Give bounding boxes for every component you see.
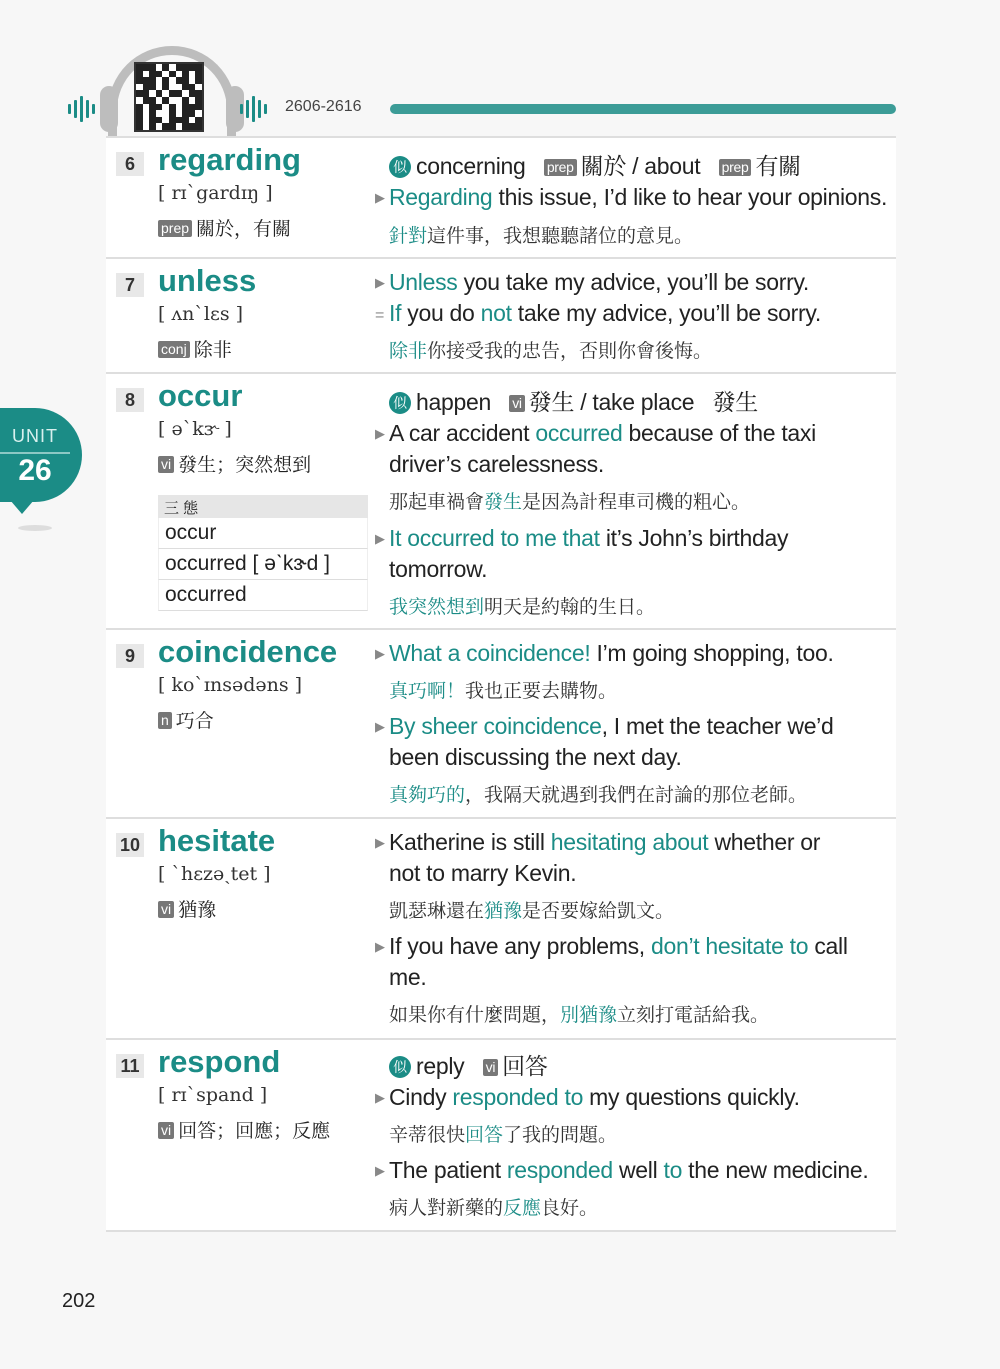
synonym-meaning: 發生 / take place (528, 389, 695, 415)
triangle-bullet-icon: ▶ (375, 835, 385, 850)
translation-text: 那起車禍會 (389, 492, 485, 513)
verb-form-present: occur (158, 518, 368, 549)
translation-text: 你接受我的忠告，否則你會後悔。 (427, 341, 713, 362)
triangle-bullet-icon: ▶ (375, 190, 385, 205)
headword: occur (158, 378, 243, 413)
translation-text: 了我的問題。 (503, 1125, 618, 1146)
audio-bars-left (68, 96, 95, 122)
example-text: If you have any problems, (389, 933, 651, 959)
vocab-entry-respond (106, 1038, 896, 1232)
example-text: take my advice, you’ll be sorry. (511, 300, 821, 326)
translation-highlight: 回答 (465, 1125, 504, 1146)
example-translation (389, 487, 750, 514)
example-highlight: responded (506, 1157, 613, 1183)
triangle-bullet-icon: ▶ (375, 1090, 385, 1105)
example-translation (389, 780, 807, 807)
entry-number: 8 (116, 388, 144, 412)
example-highlight: What a coincidence! (389, 640, 591, 666)
example-text: because of the taxi (622, 420, 816, 446)
example-sentence (375, 713, 834, 740)
example-text: you take my advice, you’ll be sorry. (457, 269, 810, 295)
translation-highlight: 除非 (389, 341, 428, 362)
synonym-line (389, 148, 801, 181)
example-sentence-cont: me. (389, 964, 427, 990)
translation-highlight: 真夠巧的 (389, 785, 466, 806)
meaning: 猶豫 (178, 900, 217, 921)
example-sentence (375, 640, 834, 667)
header-rule (390, 104, 896, 114)
translation-highlight: 猶豫 (484, 901, 523, 922)
pos-badge: vi (158, 901, 174, 918)
translation-text: ，我隔天就遇到我們在討論的那位老師。 (465, 785, 808, 806)
translation-text: 明天是約翰的生日。 (484, 597, 656, 618)
verb-form-past-participle: occurred (158, 580, 368, 611)
part-of-speech-line (158, 706, 214, 733)
example-sentence-cont: driver’s carelessness. (389, 451, 604, 477)
verb-forms-table (158, 495, 368, 611)
similar-icon: 似 (389, 156, 411, 178)
pos-badge: vi (483, 1059, 499, 1076)
translation-highlight: 我突然想到 (389, 597, 485, 618)
translation-text: 這件事，我想聽聽諸位的意見。 (427, 226, 694, 247)
example-highlight: By sheer coincidence (389, 713, 602, 739)
example-highlight: don’t hesitate to (650, 933, 809, 959)
unit-tab (0, 408, 82, 502)
phonetic: [ rɪˋgardɪŋ ] (158, 182, 273, 204)
translation-text: 是因為計程車司機的粗心。 (522, 492, 751, 513)
phonetic: [ koˋɪnsədəns ] (158, 674, 303, 696)
vocab-entry-regarding (106, 136, 896, 258)
translation-text: 如果你有什麼問題， (389, 1005, 561, 1026)
pos-badge: vi (158, 1122, 174, 1139)
example-translation (389, 336, 712, 363)
translation-text: 是否要嫁給凱文。 (522, 901, 675, 922)
headword: hesitate (158, 823, 276, 858)
equals-icon: = (375, 307, 385, 324)
triangle-bullet-icon: ▶ (375, 275, 385, 290)
meaning: 發生；突然想到 (178, 455, 312, 476)
synonym: concerning (416, 153, 526, 179)
synonym-line (389, 1048, 548, 1081)
example-sentence (375, 269, 809, 296)
example-text: I’m going shopping, too. (590, 640, 834, 666)
example-translation (389, 221, 693, 248)
example-text: whether or (708, 829, 821, 855)
headword: respond (158, 1044, 281, 1079)
example-text: my questions quickly. (583, 1084, 800, 1110)
synonym-meaning: 關於 / about (580, 153, 701, 179)
pos-badge: n (158, 712, 172, 729)
entry-number: 9 (116, 644, 144, 668)
example-highlight: Unless (389, 269, 458, 295)
translation-text: 辛蒂很快 (389, 1125, 466, 1146)
example-text: Cindy (389, 1084, 453, 1110)
meaning: 關於，有關 (196, 219, 292, 240)
translation-highlight: 別猶豫 (560, 1005, 618, 1026)
synonym-line (389, 384, 758, 417)
translation-highlight: 反應 (503, 1198, 542, 1219)
vocab-entry-coincidence (106, 628, 896, 818)
similar-icon: 似 (389, 1056, 411, 1078)
example-sentence (375, 933, 848, 960)
example-highlight: to (663, 1157, 683, 1183)
example-highlight: occurred (535, 420, 623, 446)
translation-text: 良好。 (541, 1198, 599, 1219)
synonym-meaning: 回答 (502, 1053, 548, 1079)
qr-code-icon[interactable] (134, 62, 204, 132)
pos-badge: prep (719, 159, 752, 176)
unit-number: 26 (18, 454, 52, 487)
translation-text: 我也正要去購物。 (465, 681, 618, 702)
example-sentence (375, 1084, 800, 1111)
translation-highlight: 真巧啊！ (389, 681, 466, 702)
example-highlight: not (480, 300, 512, 326)
vocab-entry-occur (106, 372, 896, 629)
pos-badge: vi (158, 456, 174, 473)
part-of-speech-line (158, 214, 291, 241)
entry-number: 6 (116, 152, 144, 176)
synonym: reply (416, 1053, 465, 1079)
example-sentence-cont: tomorrow. (389, 556, 488, 582)
example-text: you do (401, 300, 481, 326)
example-translation (389, 1000, 769, 1027)
synonym-meaning: 發生 (712, 389, 758, 415)
meaning: 回答；回應；反應 (178, 1121, 331, 1142)
entry-number: 7 (116, 273, 144, 297)
example-text: the new medicine. (682, 1157, 869, 1183)
example-sentence-cont: not to marry Kevin. (389, 860, 577, 886)
example-text: this issue, I’d like to hear your opinions. (492, 184, 888, 210)
vocab-entry-unless (106, 257, 896, 373)
translation-text: 凱瑟琳還在 (389, 901, 485, 922)
example-highlight: It occurred to me that (389, 525, 600, 551)
example-text: A car accident (389, 420, 536, 446)
phonetic: [ ˋhɛzəˏtet ] (158, 863, 271, 885)
part-of-speech-line (158, 895, 216, 922)
example-text: it’s John’s birthday (599, 525, 789, 551)
example-highlight: If (389, 300, 402, 326)
headword: regarding (158, 142, 301, 177)
headword: coincidence (158, 634, 338, 669)
synonym: happen (416, 389, 491, 415)
translation-highlight: 針對 (389, 226, 428, 247)
phonetic: [ ʌnˋlɛs ] (158, 303, 244, 325)
translation-text: 病人對新藥的 (389, 1198, 504, 1219)
triangle-bullet-icon: ▶ (375, 719, 385, 734)
example-text: , I met the teacher we’d (601, 713, 834, 739)
pos-badge: prep (158, 220, 192, 237)
synonym-meaning: 有關 (755, 153, 801, 179)
similar-icon: 似 (389, 392, 411, 414)
triangle-bullet-icon: ▶ (375, 646, 385, 661)
triangle-bullet-icon: ▶ (375, 939, 385, 954)
triangle-bullet-icon: ▶ (375, 531, 385, 546)
meaning: 除非 (193, 340, 232, 361)
example-sentence-cont: been discussing the next day. (389, 744, 682, 770)
part-of-speech-line (158, 1116, 330, 1143)
unit-label: UNIT (12, 426, 58, 446)
example-highlight: hesitating about (550, 829, 709, 855)
headword: unless (158, 263, 257, 298)
example-translation (389, 1120, 617, 1147)
audio-bars-right (240, 96, 267, 122)
audio-track-range: 2606-2616 (285, 98, 362, 115)
example-highlight: responded to (452, 1084, 584, 1110)
page-number: 202 (62, 1290, 96, 1312)
verb-form-past: occurred [ əˋkɝd ] (158, 549, 368, 580)
example-sentence (375, 525, 788, 552)
part-of-speech-line (158, 335, 232, 362)
pos-badge: conj (158, 341, 190, 358)
unit-tab-shadow (18, 525, 52, 531)
phonetic: [ əˋkɝ ] (158, 418, 232, 440)
example-translation (389, 592, 655, 619)
pos-badge: vi (509, 395, 525, 412)
example-translation (389, 1193, 598, 1220)
triangle-bullet-icon: ▶ (375, 1163, 385, 1178)
vocab-entry-hesitate (106, 817, 896, 1039)
example-text: well (612, 1157, 664, 1183)
example-sentence (375, 420, 816, 447)
part-of-speech-line (158, 450, 311, 477)
example-text: call (808, 933, 848, 959)
example-sentence (375, 829, 820, 856)
entry-number: 10 (116, 833, 144, 857)
example-highlight: Regarding (389, 184, 493, 210)
verb-forms-header: 三 態 (158, 495, 368, 518)
example-translation (389, 676, 617, 703)
headphone-earcup-left (100, 86, 118, 132)
example-text: The patient (389, 1157, 507, 1183)
translation-text: 立刻打電話給我。 (617, 1005, 770, 1026)
entry-number: 11 (116, 1054, 144, 1078)
triangle-bullet-icon: ▶ (375, 426, 385, 441)
example-text: Katherine is still (389, 829, 551, 855)
pos-badge: prep (544, 159, 577, 176)
example-translation (389, 896, 674, 923)
example-sentence (375, 1157, 868, 1184)
meaning: 巧合 (175, 711, 214, 732)
example-sentence (375, 184, 887, 211)
translation-highlight: 發生 (484, 492, 523, 513)
phonetic: [ rɪˋspand ] (158, 1084, 268, 1106)
example-equivalent (375, 300, 821, 327)
